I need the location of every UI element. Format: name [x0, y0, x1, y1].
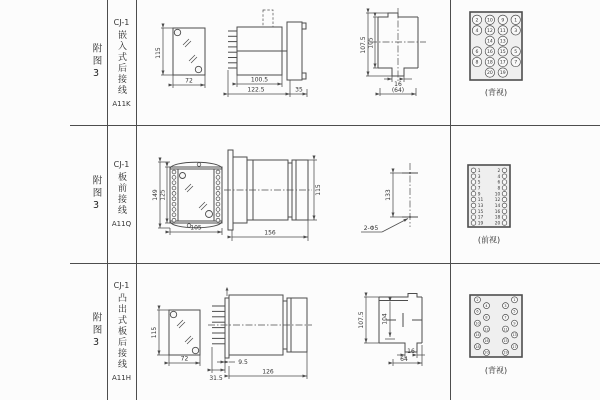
row1-front-view: [155, 28, 205, 88]
row1-terminal-view: [450, 0, 600, 125]
strip-pin: [216, 192, 220, 196]
terminal-number: 5: [513, 309, 516, 314]
terminal-pin: [502, 168, 507, 173]
terminal-number: 2: [497, 168, 501, 174]
dim-front-width: 105: [190, 224, 202, 232]
terminal-number: 11: [477, 198, 484, 204]
terminal-number: 18: [475, 344, 480, 349]
row3-end-view: [358, 294, 425, 367]
row3-view-caption: (背视): [484, 366, 508, 375]
row3-front-view: [151, 310, 200, 366]
terminal-pin: [502, 221, 507, 226]
strip-pin: [216, 213, 220, 217]
terminal-number: 1: [514, 18, 518, 24]
terminal-number: 11: [503, 327, 508, 332]
dim-hole-span: 133: [385, 189, 392, 201]
terminal-number: 7: [514, 60, 518, 66]
terminal-number: 2: [476, 298, 479, 303]
terminal-pin: [471, 221, 476, 226]
type-label-row1: [107, 0, 136, 125]
terminal-number: 4: [497, 174, 501, 180]
figure-label-row2: [84, 125, 107, 263]
dim-end-width2: (64): [391, 87, 405, 94]
terminal-pin: [471, 191, 476, 196]
terminal-pin: [471, 168, 476, 173]
terminal-number: 4: [485, 303, 488, 308]
terminal-number: 17: [477, 215, 484, 221]
type-code-label: A11H: [112, 374, 131, 382]
strip-pin: [216, 170, 220, 174]
terminal-number: 1: [477, 168, 481, 174]
row3-side-view: [208, 287, 312, 382]
strip-pin: [172, 170, 176, 174]
terminal-number: 5: [477, 180, 481, 186]
row1-side-view: [228, 10, 307, 97]
strip-pin: [216, 175, 220, 179]
dim-end-width1: 16: [407, 348, 415, 355]
terminal-pin: [471, 197, 476, 202]
terminal-number: 13: [499, 39, 506, 45]
strip-pin: [216, 181, 220, 185]
figure-label-text: 附图3: [90, 312, 102, 351]
terminal-pin: [502, 186, 507, 191]
terminal-number: 9: [513, 321, 516, 326]
row2-holes-view: [361, 163, 418, 232]
type-name-label: 嵌入式后接线: [116, 29, 126, 96]
strip-pin: [172, 208, 176, 212]
terminal-number: 19: [477, 221, 484, 227]
strip-pin: [216, 208, 220, 212]
model-label: CJ-1: [113, 17, 130, 27]
dim-side-length1: 100.5: [250, 76, 269, 84]
terminal-number: 10: [475, 321, 480, 326]
terminal-number: 15: [499, 50, 506, 56]
hole-callout-label: 2-Φ5: [363, 225, 379, 232]
type-name-label: 板前接线: [116, 172, 126, 216]
terminal-number: 3: [477, 174, 481, 180]
figure-label-text: 附图3: [90, 174, 102, 214]
terminal-pin: [471, 174, 476, 179]
terminal-number: 20: [484, 350, 489, 355]
type-code-label: A11K: [112, 99, 131, 108]
strip-pin: [172, 202, 176, 206]
dim-pin-length: 31.5: [209, 375, 223, 382]
terminal-number: 20: [486, 71, 493, 77]
strip-pin: [216, 218, 220, 222]
strip-pin: [172, 197, 176, 201]
dim-side-length: 156: [264, 229, 276, 237]
terminal-number: 16: [484, 338, 489, 343]
terminal-number: 15: [503, 338, 508, 343]
terminal-pin: [502, 191, 507, 196]
type-label-row3: [107, 263, 136, 400]
terminal-number: 8: [475, 60, 479, 66]
figure-label-text: 附图3: [90, 43, 102, 82]
terminal-number: 16: [486, 50, 493, 56]
strip-pin: [216, 202, 220, 206]
terminal-number: 9: [501, 18, 505, 24]
strip-pin: [172, 186, 176, 190]
terminal-number: 14: [475, 333, 480, 338]
terminal-number: 6: [475, 50, 479, 56]
terminal-pin: [502, 197, 507, 202]
dim-front-height2: 125: [159, 189, 167, 201]
terminal-number: 3: [514, 29, 518, 35]
dim-front-height: 115: [151, 326, 158, 339]
row1-dimension-drawings: [136, 0, 450, 125]
row2-front-view: [152, 162, 222, 235]
strip-pin: [172, 213, 176, 217]
row1-view-caption: (背视): [484, 88, 508, 97]
strip-pin: [216, 186, 220, 190]
strip-pin: [172, 218, 176, 222]
terminal-number: 12: [494, 198, 501, 204]
type-name-label: 凸出式板后接线: [116, 293, 126, 370]
terminal-pin: [502, 180, 507, 185]
terminal-pin: [502, 203, 507, 208]
strip-pin: [172, 181, 176, 185]
terminal-pin: [502, 215, 507, 220]
dim-offset: 9.5: [238, 359, 248, 366]
dim-front-height: 115: [155, 47, 162, 59]
terminal-number: 19: [499, 71, 506, 77]
terminal-number: 7: [504, 315, 507, 320]
terminal-number: 3: [504, 303, 507, 308]
terminal-number: 6: [497, 180, 501, 186]
terminal-number: 5: [514, 50, 518, 56]
dim-side-height: 115: [315, 184, 322, 196]
terminal-number: 7: [477, 186, 481, 192]
terminal-pin: [502, 174, 507, 179]
terminal-number: 17: [512, 344, 517, 349]
terminal-pin: [502, 209, 507, 214]
terminal-number: 4: [475, 29, 479, 35]
dim-end-width1: 16: [394, 81, 402, 88]
row3-dimension-drawings: [136, 263, 450, 400]
strip-pin: [216, 197, 220, 201]
terminal-number: 8: [497, 186, 501, 192]
dim-end-height1: 107.5: [358, 311, 365, 329]
dim-end-height2: 105: [367, 37, 375, 49]
terminal-pin: [471, 186, 476, 191]
dim-end-height1: 107.5: [360, 36, 367, 54]
row2-terminal-view: [450, 125, 600, 263]
row3-terminal-view: [450, 263, 600, 400]
row2-dimension-drawings: [136, 125, 450, 263]
model-label: CJ-1: [113, 281, 130, 290]
terminal-pin: [471, 215, 476, 220]
terminal-number: 9: [477, 192, 481, 198]
terminal-number: 6: [476, 309, 479, 314]
terminal-pin: [471, 180, 476, 185]
type-code-label: A11Q: [111, 220, 132, 228]
dim-front-width: 72: [185, 77, 193, 85]
terminal-number: 20: [494, 221, 501, 227]
dim-front-height1: 149: [152, 189, 159, 201]
terminal-number: 13: [512, 333, 517, 338]
strip-pin: [172, 175, 176, 179]
row1-end-view: [360, 8, 426, 96]
terminal-number: 18: [494, 215, 501, 221]
row2-view-caption: (前视): [477, 235, 501, 245]
dim-end-width2: 64: [400, 356, 408, 363]
terminal-number: 15: [477, 209, 484, 215]
terminal-number: 10: [486, 18, 493, 24]
terminal-number: 8: [485, 315, 488, 320]
terminal-number: 14: [494, 204, 501, 209]
terminal-number: 18: [486, 60, 493, 66]
type-label-row2: [107, 125, 136, 263]
terminal-pin: [471, 203, 476, 208]
dim-side-length2: 122.5: [247, 86, 265, 94]
terminal-number: 13: [477, 204, 484, 209]
figure-label-row1: [84, 0, 107, 125]
terminal-number: 12: [484, 327, 489, 332]
row2-side-view: [224, 150, 322, 241]
strip-pin: [172, 192, 176, 196]
terminal-number: 2: [475, 18, 479, 24]
figure-label-row3: [84, 263, 107, 400]
terminal-number: 19: [503, 350, 508, 355]
dim-side-length3: 35: [295, 86, 303, 94]
dim-end-height2: 104: [381, 313, 389, 325]
dim-body-length: 126: [262, 368, 274, 376]
terminal-pin: [471, 209, 476, 214]
model-label: CJ-1: [113, 160, 130, 169]
dim-front-width: 72: [180, 355, 189, 363]
terminal-number: 1: [513, 298, 516, 303]
terminal-number: 14: [486, 39, 493, 45]
terminal-number: 10: [494, 192, 501, 198]
terminal-number: 12: [486, 29, 493, 35]
terminal-number: 11: [499, 29, 506, 35]
terminal-number: 16: [494, 209, 501, 215]
terminal-number: 17: [499, 60, 506, 66]
